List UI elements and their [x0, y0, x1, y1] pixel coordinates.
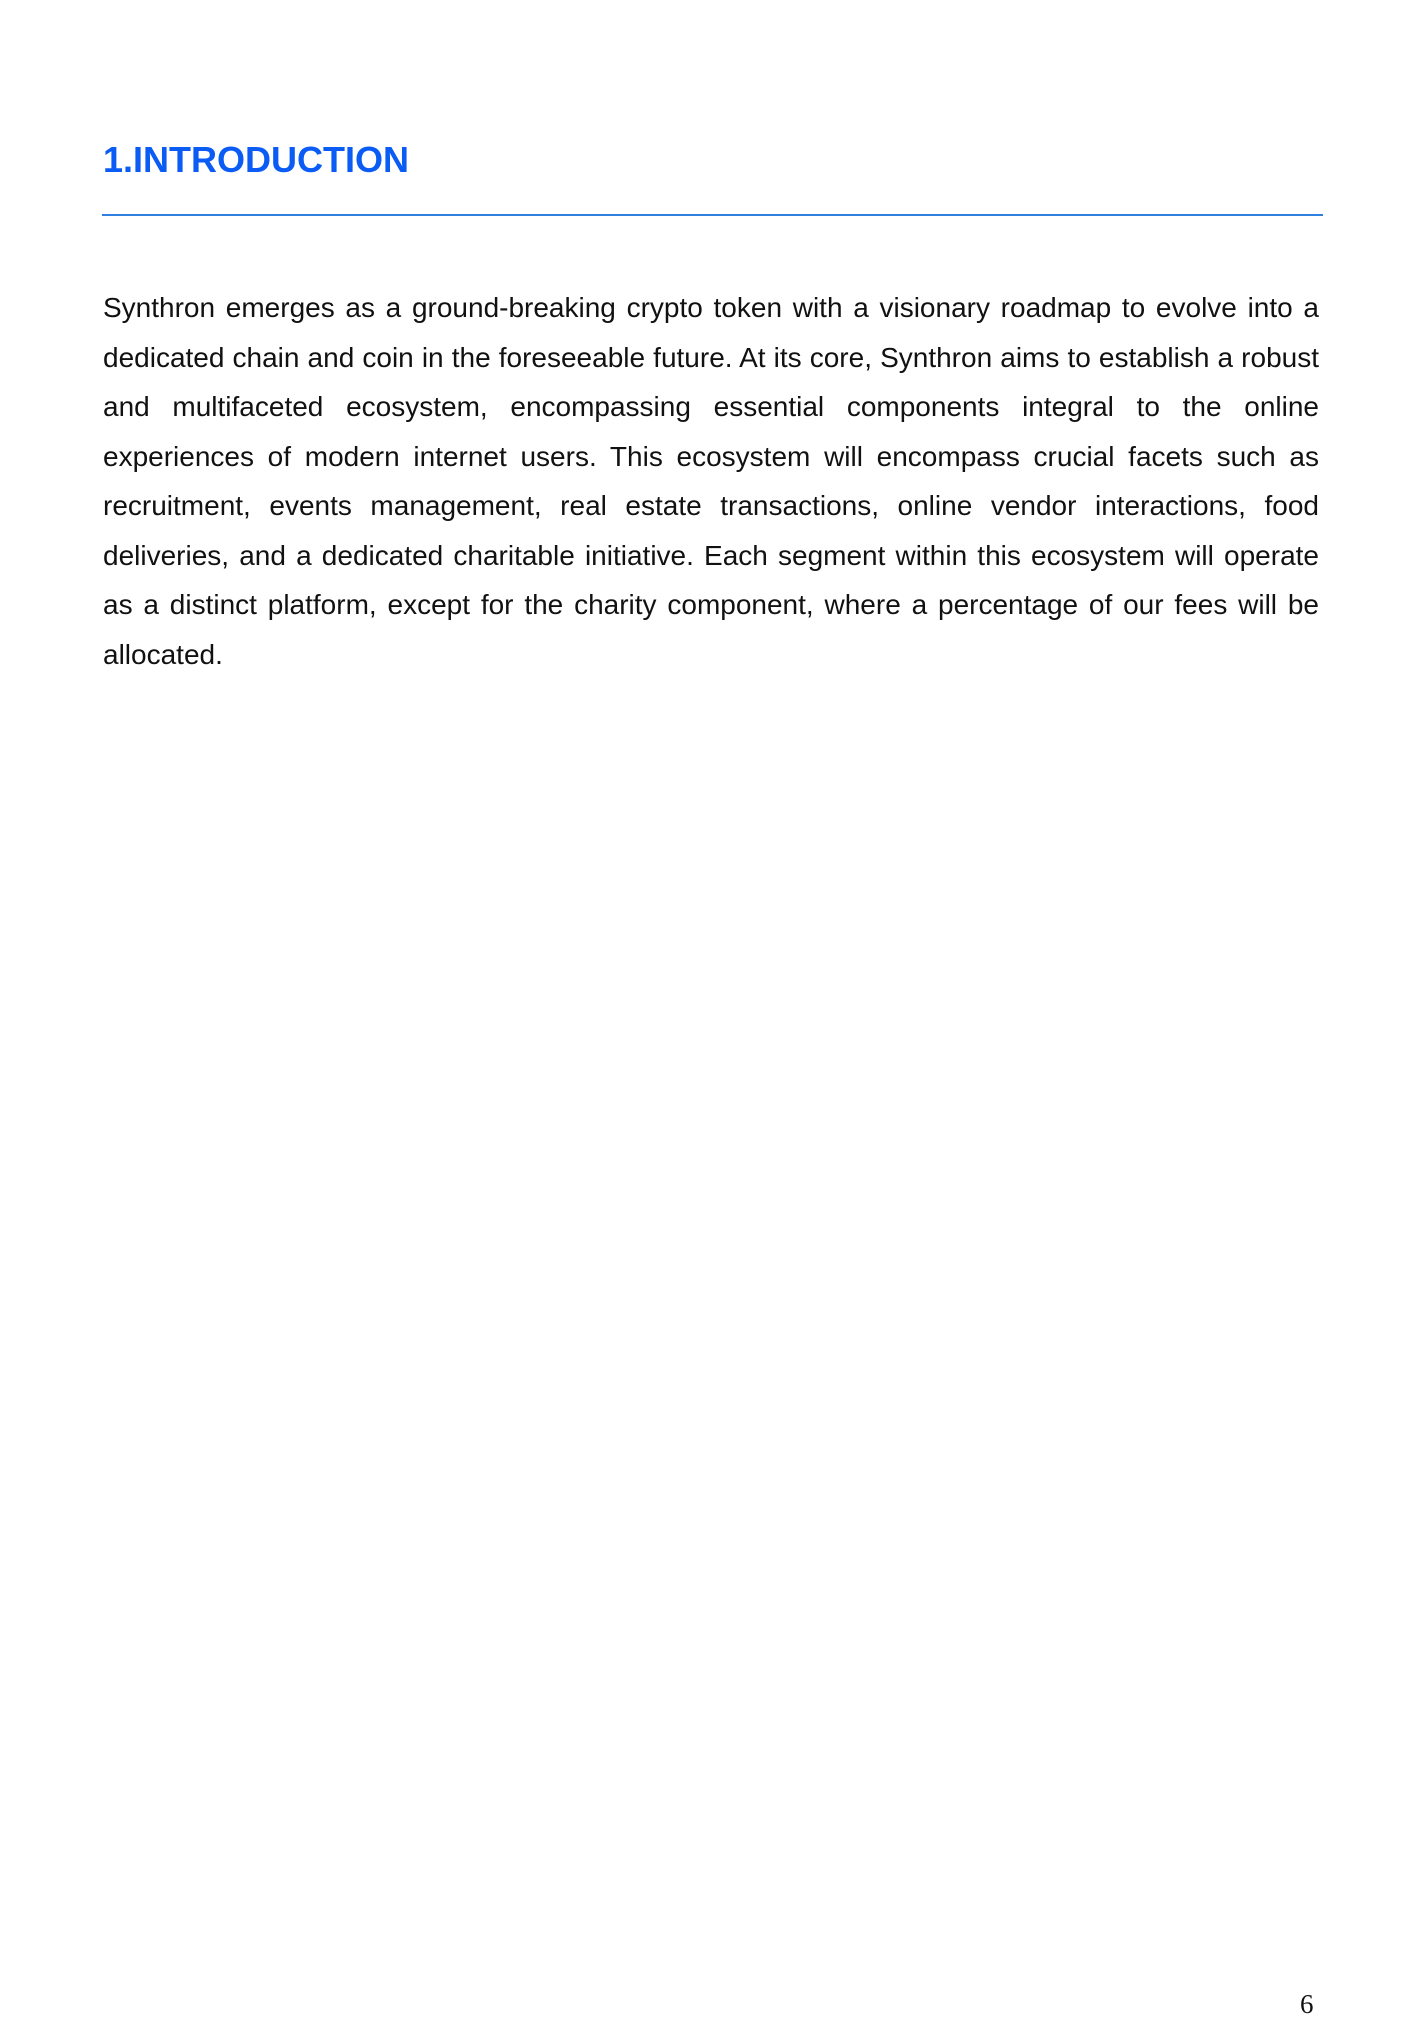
page-number: 6 — [1300, 1989, 1314, 2019]
paragraph-line: dedicated chain and coin in the foreseeable future. At its core, Synthron aims to establish a robust — [103, 341, 1319, 373]
paragraph-line: allocated. — [103, 638, 223, 670]
paragraph-line: as a distinct platform, except for the charity component, where a percentage of our fees will be — [103, 589, 1319, 620]
introduction-paragraph — [103, 290, 1319, 686]
paragraph-line: and multifaceted ecosystem, encompassing essential components integral to the online — [103, 391, 1319, 422]
section-heading: 1.INTRODUCTION — [103, 139, 409, 180]
paragraph-line: experiences of modern internet users. This ecosystem will encompass crucial facets such as — [103, 440, 1319, 472]
paragraph-line: deliveries, and a dedicated charitable initiative. Each segment within this ecosystem will operate — [103, 539, 1319, 571]
paragraph-line: recruitment, events management, real estate transactions, online vendor interactions, food — [103, 490, 1319, 521]
paragraph-line: Synthron emerges as a ground-breaking crypto token with a visionary roadmap to evolve into a — [103, 292, 1319, 323]
heading-divider — [102, 214, 1323, 216]
